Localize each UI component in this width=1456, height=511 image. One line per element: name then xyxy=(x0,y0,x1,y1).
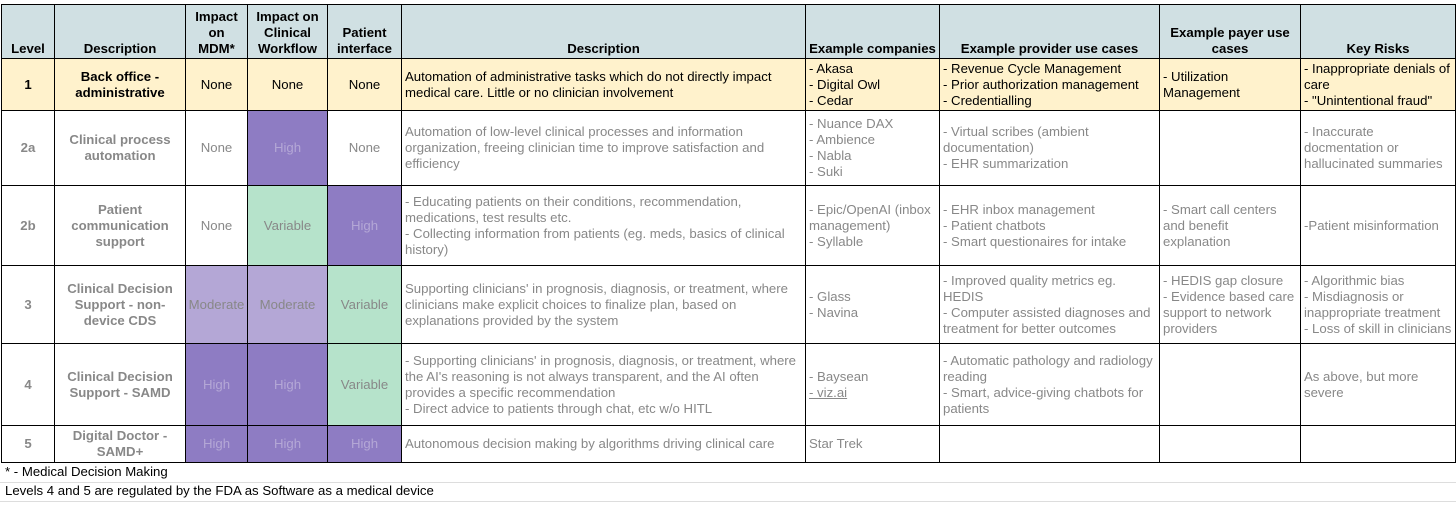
mdm-impact-cell: High xyxy=(186,426,248,463)
description-cell: Autonomous decision making by algorithms driving clinical care xyxy=(402,426,806,463)
table-row xyxy=(2,186,1456,266)
key-risks-cell xyxy=(1301,426,1456,463)
payer-use-cases-cell xyxy=(1160,111,1301,186)
table-row xyxy=(2,111,1456,186)
mdm-impact-cell: Moderate xyxy=(186,266,248,344)
description-cell: Automation of administrative tasks which do not directly impact medical care. Little or no clinician involvement xyxy=(402,59,806,111)
companies-cell: Star Trek xyxy=(806,426,940,463)
companies-cell xyxy=(806,266,940,344)
description-cell: Automation of low-level clinical processes and information organization, freeing clinician time to improve satisfaction and efficiency xyxy=(402,111,806,186)
header-description-2: Description xyxy=(402,5,806,59)
header-row xyxy=(2,5,1456,59)
company-item: - Nabla xyxy=(809,148,852,163)
workflow-impact-cell: Variable xyxy=(248,186,328,266)
table-row xyxy=(2,59,1456,111)
viz-ai-link[interactable]: - viz.ai xyxy=(809,384,848,400)
payer-use-cases-cell: - Smart call centers and benefit explanation xyxy=(1160,186,1301,266)
company-item: - Cedar xyxy=(809,92,853,108)
provider-item: - Prior authorization management xyxy=(943,76,1139,92)
header-example-companies: Example companies xyxy=(806,5,940,59)
description-cell: Supporting clinicians' in prognosis, diagnosis, or treatment, where clinicians make explicit choices to finalize plan, based on explanations provided by the system xyxy=(402,266,806,344)
company-item: - Akasa xyxy=(809,60,853,76)
payer-use-cases-cell: - HEDIS gap closure - Evidence based care support to network providers xyxy=(1160,266,1301,344)
header-description: Description xyxy=(55,5,186,59)
patient-interface-cell: None xyxy=(328,111,402,186)
mdm-impact-cell: High xyxy=(186,344,248,426)
key-risks-cell: - Inappropriate denials of care - "Unintentional fraud" xyxy=(1301,59,1456,111)
key-risks-text: - Algorithmic bias - Misdiagnosis or inappropriate treatment - Loss of skill in clinicians xyxy=(1304,272,1452,336)
level-name-cell: Clinical Decision Support - non-device CDS xyxy=(55,266,186,344)
description-cell: - Educating patients on their conditions, recommendation, medications, test results etc. - Collecting information from patients (eg. meds, basics of clinical history) xyxy=(402,186,806,266)
header-level: Level xyxy=(2,5,55,59)
ai-levels-table xyxy=(1,4,1456,463)
level-name-cell: Patient communication support xyxy=(55,186,186,266)
level-cell: 2a xyxy=(2,111,55,186)
company-item: - Digital Owl xyxy=(809,76,881,92)
provider-item: - Revenue Cycle Management xyxy=(943,60,1122,76)
description-cell: - Supporting clinicians' in prognosis, diagnosis, or treatment, where the AI's reasoning is not always transparent, and the AI often provides a specific recommendation - Direct advice to patients through chat, etc w/o HITL xyxy=(402,344,806,426)
key-risks-cell: - Inaccurate docmentation or hallucinated summaries xyxy=(1301,111,1456,186)
header-impact-workflow: Impact on Clinical Workflow xyxy=(248,5,328,59)
mdm-impact-cell: None xyxy=(186,111,248,186)
patient-interface-cell: Variable xyxy=(328,266,402,344)
company-item: - Navina xyxy=(809,304,859,320)
provider-use-cases-cell: - Virtual scribes (ambient documentation) - EHR summarization xyxy=(940,111,1160,186)
provider-item: - Credentialling xyxy=(943,92,1032,108)
level-cell: 1 xyxy=(2,59,55,111)
patient-interface-cell: Variable xyxy=(328,344,402,426)
payer-use-cases-cell xyxy=(1160,344,1301,426)
workflow-impact-cell: Moderate xyxy=(248,266,328,344)
mdm-impact-cell: None xyxy=(186,186,248,266)
level-name-cell: Digital Doctor - SAMD+ xyxy=(55,426,186,463)
companies-cell xyxy=(806,59,940,111)
header-impact-mdm: Impact on MDM* xyxy=(186,5,248,59)
provider-use-cases-cell: - EHR inbox management - Patient chatbots - Smart questionaires for intake xyxy=(940,186,1160,266)
workflow-impact-cell: High xyxy=(248,111,328,186)
company-item: - Glass xyxy=(809,288,851,304)
company-item: - Suki xyxy=(809,164,843,179)
companies-cell xyxy=(806,111,940,186)
workflow-impact-cell: High xyxy=(248,426,328,463)
footnote-fda: Levels 4 and 5 are regulated by the FDA as Software as a medical device xyxy=(0,483,1456,502)
table-row xyxy=(2,344,1456,426)
company-item: - Baysean xyxy=(809,368,869,384)
key-risks-cell xyxy=(1301,266,1456,344)
patient-interface-cell: High xyxy=(328,186,402,266)
workflow-impact-cell: None xyxy=(248,59,328,111)
level-name-cell: Clinical process automation xyxy=(55,111,186,186)
level-cell: 2b xyxy=(2,186,55,266)
provider-use-cases-cell: - Automatic pathology and radiology reading - Smart, advice-giving chatbots for patients xyxy=(940,344,1160,426)
table-row xyxy=(2,266,1456,344)
header-patient-interface: Patient interface xyxy=(328,5,402,59)
provider-use-cases-cell xyxy=(940,59,1160,111)
provider-use-cases-cell: - Improved quality metrics eg. HEDIS - Computer assisted diagnoses and treatment for better outcomes xyxy=(940,266,1160,344)
company-item: - Nuance DAX xyxy=(809,116,894,131)
level-name-cell: Clinical Decision Support - SAMD xyxy=(55,344,186,426)
header-key-risks: Key Risks xyxy=(1301,5,1456,59)
company-item: - Ambience xyxy=(809,132,875,147)
companies-cell: - Epic/OpenAI (inbox management) - Syllable xyxy=(806,186,940,266)
mdm-impact-cell: None xyxy=(186,59,248,111)
payer-use-cases-cell xyxy=(1160,426,1301,463)
level-name-cell: Back office - administrative xyxy=(55,59,186,111)
level-cell: 3 xyxy=(2,266,55,344)
companies-cell xyxy=(806,344,940,426)
provider-use-cases-cell xyxy=(940,426,1160,463)
level-cell: 5 xyxy=(2,426,55,463)
key-risks-cell: As above, but more severe xyxy=(1301,344,1456,426)
header-payer-use-cases: Example payer use cases xyxy=(1160,5,1301,59)
patient-interface-cell: None xyxy=(328,59,402,111)
workflow-impact-cell: High xyxy=(248,344,328,426)
footnote-mdm: * - Medical Decision Making xyxy=(0,464,1456,483)
key-risks-cell: -Patient misinformation xyxy=(1301,186,1456,266)
header-provider-use-cases: Example provider use cases xyxy=(940,5,1160,59)
table-row xyxy=(2,426,1456,463)
patient-interface-cell: High xyxy=(328,426,402,463)
payer-use-cases-cell: - Utilization Management xyxy=(1160,59,1301,111)
level-cell: 4 xyxy=(2,344,55,426)
